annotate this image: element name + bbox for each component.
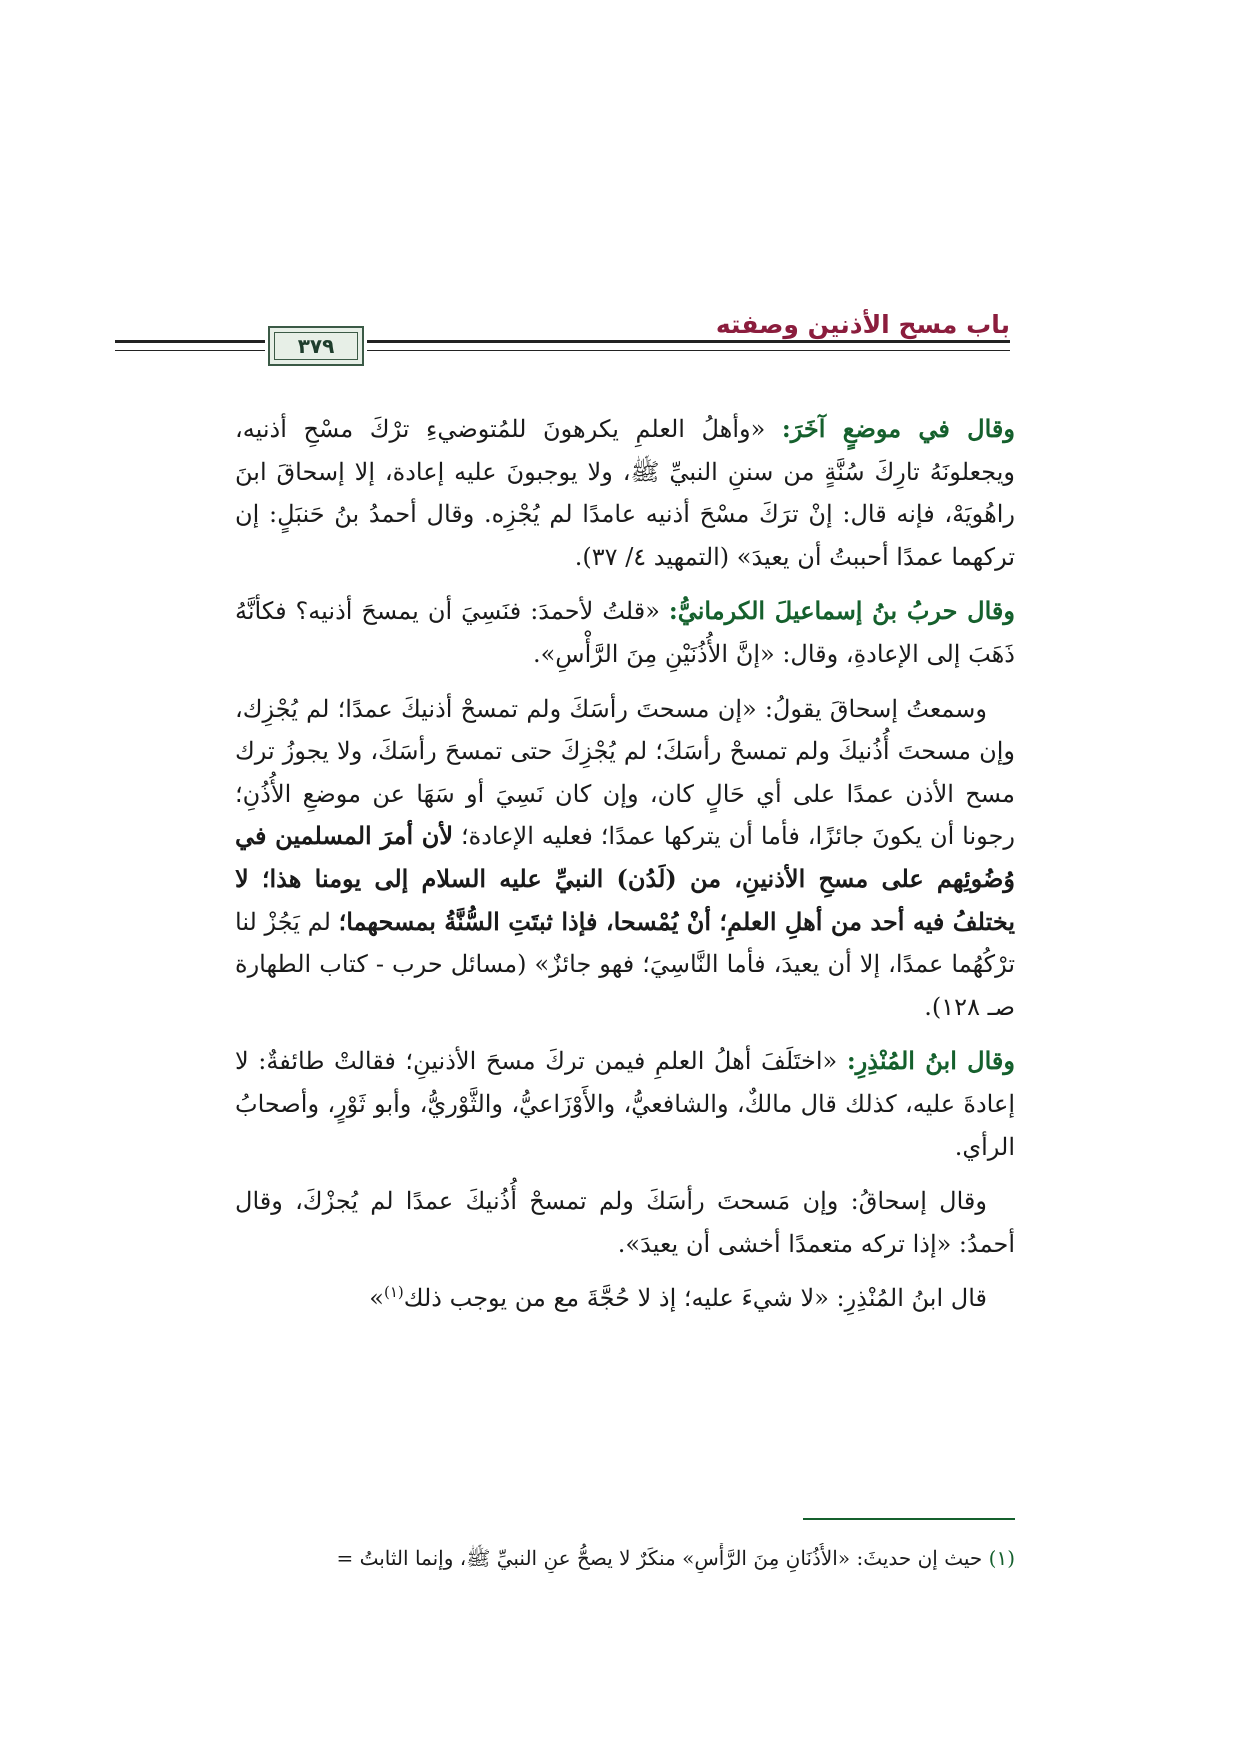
paragraph-5 [235,1180,1015,1265]
paragraph-3 [235,688,1015,1029]
header-rule-left-bottom [115,350,265,351]
header-rule-right-top [367,340,1010,343]
footnote-marker: (١) [988,1546,1015,1570]
header-rule-right-bottom [367,350,1010,351]
paragraph-text: وقال إسحاقُ: وإن مَسحتَ رأسَكَ ولم تمسحْ أُذُنيكَ عمدًا لم يُجزْكَ، وقال أحمدُ: «إذا تركه متعمدًا أخشى أن يعيدَ». [235,1187,1015,1258]
paragraph-text: «اختَلَفَ أهلُ العلمِ فيمن تركَ مسحَ الأذنينِ؛ فقالتْ طائفةٌ: لا إعادةَ عليه، كذلك قال مالكٌ، والشافعيُّ، والأَوْزَاعيُّ، والثَّوْريُّ، وأبو ثَوْرٍ، وأصحابُ الرأي. [235,1047,1015,1161]
paragraph-text: «قلتُ لأحمدَ: فنَسِيَ أن يمسحَ أذنيه؟ فكأنَّهُ ذَهَبَ إلى الإعادةِ، وقال: «إنَّ الأُذُنَيْنِ مِنَ الرَّأْسِ». [235,597,1015,668]
footnote-separator [803,1518,1015,1520]
page-header [115,300,1010,364]
header-rule-left-top [115,340,265,343]
paragraph-4 [235,1040,1015,1168]
paragraph-bold-text: لأن أمرَ المسلمين في وُضُوئِهم على مسحِ الأذنينِ، من (لَدُن) النبيِّ عليه السلام إلى يومنا هذا؛ لا يختلفُ فيه أحد من أهلِ العلمِ؛ أنْ يُمْسحا، فإذا ثبتَتِ السُّنَّةُ بمسحهما؛ [235,821,1016,936]
page-number: ٣٧٩ [297,334,335,358]
footnote-text: حيث إن حديثَ: «الأُذُنَانِ مِنَ الرَّأْسِ» منكَرٌ لا يصحُّ عنِ النبيِّ ﷺ، وإنما الثابتُ = [336,1546,983,1570]
paragraph-text: وسمعتُ إسحاقَ يقولُ: «إن مسحتَ رأسَكَ ولم تمسحْ أذنيكَ عمدًا؛ لم يُجْزِك، وإن مسحتَ أُذُنيكَ ولم تمسحْ رأسَكَ؛ لم يُجْزِكَ حتى تمسحَ رأسَكَ، ولا يجوزُ ترك مسح الأذن عمدًا على أي حَالٍ كان، وإن كان نَسِيَ أو سَهَا عن موضعِ الأُذُنِ؛ رجونا أن يكونَ جائزًا، فأما أن يتركها عمدًا؛ فعليه الإعادة؛ [235,694,1016,851]
paragraph-text-end: » [369,1284,384,1313]
paragraph-6 [235,1277,1015,1320]
paragraph-text: لم يَجُزْ لنا ترْكُهُما عمدًا، إلا أن يعيدَ، فأما النَّاسِيَ؛ فهو جائزٌ» (مسائل حرب - كتاب الطهارة صـ ١٢٨). [235,907,1015,1021]
paragraph-lead: وقال حربُ بنُ إسماعيلَ الكرمانيُّ: [668,596,1015,626]
paragraph-2 [235,590,1015,675]
footnote-reference[interactable]: (١) [383,1283,404,1302]
paragraph-1 [235,408,1015,578]
paragraph-lead: وقال ابنُ المُنْذِرِ: [846,1046,1015,1076]
page-number-box [268,326,364,366]
footnote [180,1543,1015,1573]
body-text [235,408,1015,1332]
paragraph-text: قال ابنُ المُنْذِرِ: «لا شيءَ عليه؛ إذ لا حُجَّةَ مع من يوجب ذلك [403,1284,987,1313]
paragraph-text: «وأهلُ العلمِ يكرهونَ للمُتوضيءِ ترْكَ مسْحِ أذنيه، ويجعلونَهُ تارِكَ سُنَّةٍ من سننِ النبيِّ ﷺ، ولا يوجبونَ عليه إعادة، إلا إسحاقَ ابنَ راهُويَهْ، فإنه قال: إنْ ترَكَ مسْحَ أذنيه عامدًا لم يُجْزِه. وقال أحمدُ بنُ حَنبَلٍ: إن تركهما عمدًا أحببتُ أن يعيدَ» (التمهيد ٤/ ٣٧). [235,415,1015,571]
paragraph-lead: وقال في موضعٍ آخَرَ: [781,414,1015,443]
chapter-title: باب مسح الأذنين وصفته [715,310,1010,339]
